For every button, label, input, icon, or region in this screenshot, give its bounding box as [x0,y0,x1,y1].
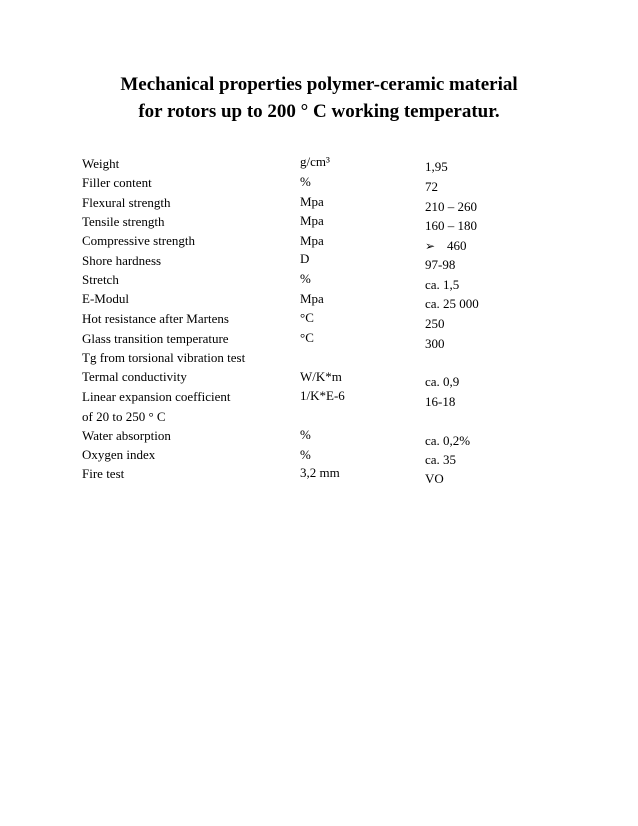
value-text: 97-98 [425,257,456,272]
property-label: Stretch [82,272,119,287]
value-text: 16-18 [425,394,456,409]
unit-label: °C [300,330,314,345]
unit-label: 1/K*E-6 [300,388,345,403]
property-label: Oxygen index [82,447,156,462]
property-label: Hot resistance after Martens [82,311,229,326]
property-label: Filler content [82,175,152,190]
title-line-1: Mechanical properties polymer-ceramic material [120,74,518,95]
value-text: 160 – 180 [425,218,477,233]
property-label: Fire test [82,466,125,481]
unit-label: % [300,427,311,442]
value-text: ca. 25 000 [425,296,479,311]
value-cell [425,374,459,390]
value-cell [425,296,479,312]
value-cell [425,179,438,195]
property-label: Linear expansion coefficient [82,389,231,404]
value-text: 72 [425,179,438,194]
value-cell [425,394,455,410]
value-cell [425,199,477,215]
value-cell [425,471,444,487]
value-cell [425,257,455,273]
value-cell [425,433,470,449]
property-label: Shore hardness [82,253,162,268]
unit-label: W/K*m [300,369,342,384]
unit-label: % [300,271,311,286]
unit-label: Mpa [300,291,324,306]
value-text: ca. 0,2% [425,433,471,448]
value-text: ca. 35 [425,452,457,467]
value-cell [425,336,445,352]
unit-label: 3,2 mm [300,465,340,480]
value-cell [425,238,467,254]
property-label: Weight [82,156,120,171]
unit-label: Mpa [300,213,324,228]
value-text: 300 [425,336,445,351]
value-text: 210 – 260 [425,199,477,214]
value-text: 250 [425,316,445,331]
unit-label: % [300,447,311,462]
unit-label: Mpa [300,233,324,248]
arrow-bullet-icon: ➢ [425,239,436,253]
value-text: 460 [447,238,467,253]
value-cell [425,452,456,468]
value-text: VO [425,471,444,486]
property-label: Termal conductivity [82,369,187,384]
unit-label: g/cm³ [300,154,330,169]
property-label: Tensile strength [82,214,165,229]
unit-label: °C [300,310,314,325]
value-text: ca. 0,9 [425,374,460,389]
property-label: Flexural strength [82,195,171,210]
value-cell [425,218,477,234]
unit-label: Mpa [300,194,324,209]
property-label: Compressive strength [82,233,196,248]
value-text: ca. 1,5 [425,277,460,292]
property-label: of 20 to 250 ° C [82,409,166,424]
title-line-2: for rotors up to 200 ° C working temperatur. [138,101,500,122]
property-label: Glass transition temperature [82,331,229,346]
value-cell [425,159,448,175]
value-cell [425,277,459,293]
value-cell [425,316,445,332]
unit-label: D [300,251,310,266]
property-label: E-Modul [82,291,129,306]
value-text: 1,95 [425,159,448,174]
property-label: Tg from torsional vibration test [82,350,246,365]
unit-label: % [300,174,311,189]
property-label: Water absorption [82,428,171,443]
